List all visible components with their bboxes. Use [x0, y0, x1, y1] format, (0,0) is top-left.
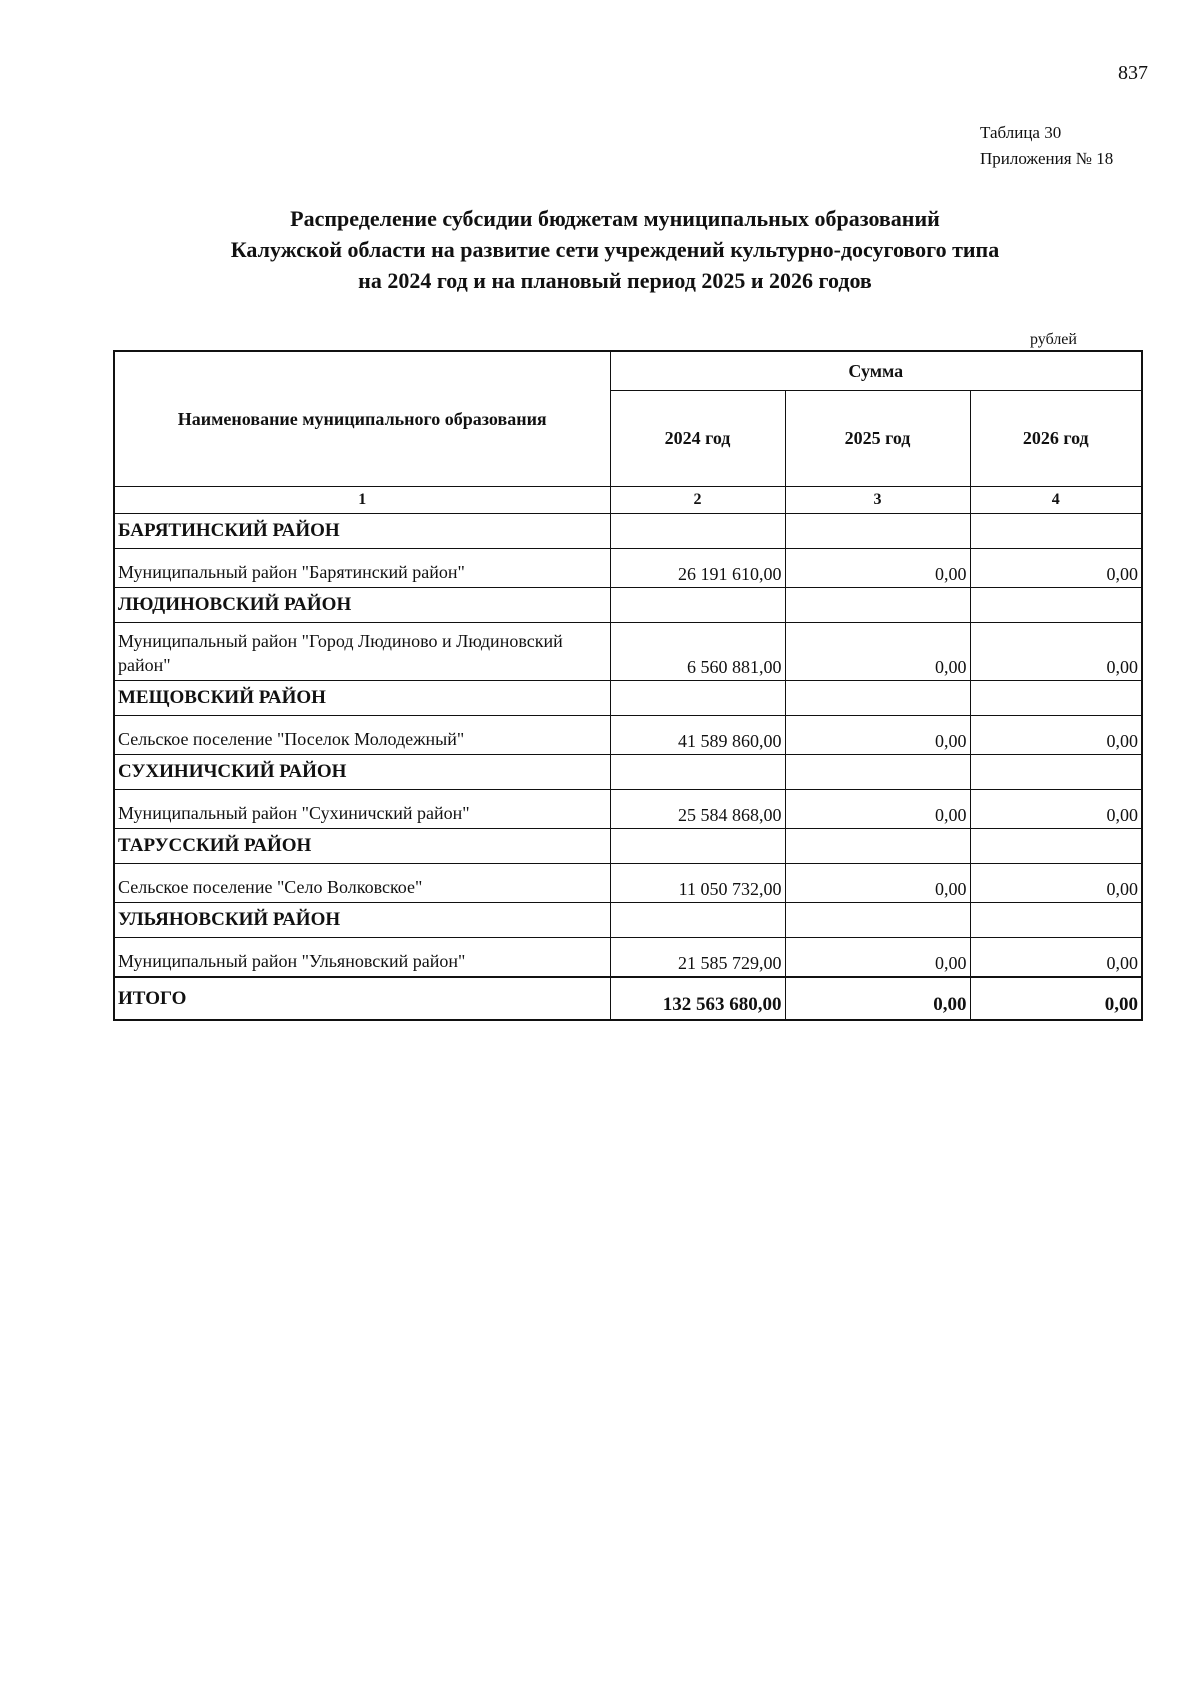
- district-name: СУХИНИЧСКИЙ РАЙОН: [114, 755, 610, 790]
- column-number: 1: [114, 487, 610, 514]
- subsidy-table: [113, 350, 1143, 1021]
- amount-2025: 0,00: [785, 790, 970, 829]
- page-number: 837: [1118, 62, 1148, 84]
- amount-2026: 0,00: [970, 549, 1142, 588]
- total-label: ИТОГО: [114, 977, 610, 1020]
- entity-name: Сельское поселение "Поселок Молодежный": [114, 716, 610, 755]
- district-row: [114, 681, 1142, 716]
- district-row: [114, 588, 1142, 623]
- column-number: 4: [970, 487, 1142, 514]
- entity-name: Сельское поселение "Село Волковское": [114, 864, 610, 903]
- amount-2024: 25 584 868,00: [610, 790, 785, 829]
- column-number: 2: [610, 487, 785, 514]
- total-2026: 0,00: [970, 977, 1142, 1020]
- entity-row: [114, 623, 1142, 681]
- district-name: МЕЩОВСКИЙ РАЙОН: [114, 681, 610, 716]
- title-line-1: Распределение субсидии бюджетам муниципальных образований: [290, 206, 940, 231]
- amount-2025: 0,00: [785, 864, 970, 903]
- header-year-2026: 2026 год: [970, 391, 1142, 487]
- amount-2025: 0,00: [785, 716, 970, 755]
- amount-2026: 0,00: [970, 864, 1142, 903]
- header-municipality-name: Наименование муниципального образования: [114, 351, 610, 487]
- table-ref-number: Таблица 30: [980, 123, 1062, 142]
- entity-name: Муниципальный район "Барятинский район": [114, 549, 610, 588]
- amount-2026: 0,00: [970, 790, 1142, 829]
- district-row: [114, 829, 1142, 864]
- entity-row: [114, 864, 1142, 903]
- amount-2025: 0,00: [785, 549, 970, 588]
- total-2025: 0,00: [785, 977, 970, 1020]
- column-number: 3: [785, 487, 970, 514]
- header-year-2025: 2025 год: [785, 391, 970, 487]
- title-line-3: на 2024 год и на плановый период 2025 и 2026 годов: [358, 268, 872, 293]
- entity-row: [114, 790, 1142, 829]
- district-row: [114, 903, 1142, 938]
- total-row: [114, 977, 1142, 1020]
- amount-2024: 21 585 729,00: [610, 938, 785, 978]
- amount-2024: 6 560 881,00: [610, 623, 785, 681]
- amount-2025: 0,00: [785, 623, 970, 681]
- district-name: БАРЯТИНСКИЙ РАЙОН: [114, 514, 610, 549]
- amount-2026: 0,00: [970, 623, 1142, 681]
- district-name: ЛЮДИНОВСКИЙ РАЙОН: [114, 588, 610, 623]
- entity-name: Муниципальный район "Город Людиново и Людиновский район": [114, 623, 610, 681]
- total-2024: 132 563 680,00: [610, 977, 785, 1020]
- header-sum: Сумма: [610, 351, 1142, 391]
- amount-2024: 11 050 732,00: [610, 864, 785, 903]
- entity-row: [114, 938, 1142, 978]
- district-row: [114, 514, 1142, 549]
- amount-2024: 26 191 610,00: [610, 549, 785, 588]
- district-name: УЛЬЯНОВСКИЙ РАЙОН: [114, 903, 610, 938]
- table-reference: [980, 120, 1113, 172]
- amount-2026: 0,00: [970, 938, 1142, 978]
- district-name: ТАРУССКИЙ РАЙОН: [114, 829, 610, 864]
- amount-2026: 0,00: [970, 716, 1142, 755]
- amount-2025: 0,00: [785, 938, 970, 978]
- table-ref-appendix: Приложения № 18: [980, 149, 1114, 168]
- units-label: рублей: [1030, 331, 1077, 348]
- entity-row: [114, 716, 1142, 755]
- entity-name: Муниципальный район "Ульяновский район": [114, 938, 610, 978]
- district-row: [114, 755, 1142, 790]
- amount-2024: 41 589 860,00: [610, 716, 785, 755]
- entity-row: [114, 549, 1142, 588]
- document-title: [110, 203, 1120, 296]
- column-number-row: [114, 487, 1142, 514]
- title-line-2: Калужской области на развитие сети учреждений культурно-досугового типа: [230, 237, 1000, 262]
- header-year-2024: 2024 год: [610, 391, 785, 487]
- entity-name: Муниципальный район "Сухиничский район": [114, 790, 610, 829]
